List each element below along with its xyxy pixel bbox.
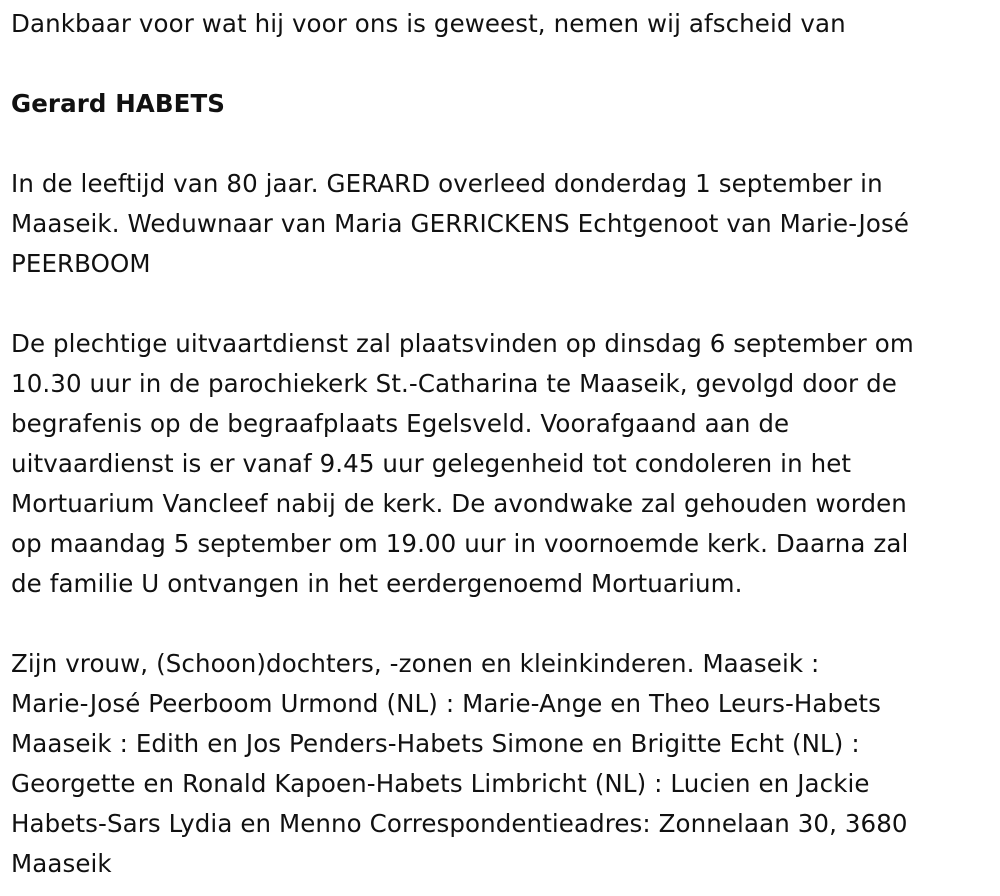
service-line: uitvaardienst is er vanaf 9.45 uur gelegenheid tot condoleren in het [11, 449, 852, 478]
family-line: Maaseik : Edith en Jos Penders-Habets Simone en Brigitte Echt (NL) : [11, 729, 860, 758]
spacer [11, 124, 991, 164]
spacer [11, 44, 991, 84]
service-line: de familie U ontvangen in het eerdergenoemd Mortuarium. [11, 569, 743, 598]
service-line: begrafenis op de begraafplaats Egelsveld. Voorafgaand aan de [11, 409, 790, 438]
obituary-notice [11, 4, 991, 884]
family-line: Georgette en Ronald Kapoen-Habets Limbricht (NL) : Lucien en Jackie [11, 769, 870, 798]
details-line: In de leeftijd van 80 jaar. GERARD overleed donderdag 1 september in [11, 169, 883, 198]
family-line: Zijn vrouw, (Schoon)dochters, -zonen en kleinkinderen. Maaseik : [11, 649, 820, 678]
family-line: Marie-José Peerboom Urmond (NL) : Marie-Ange en Theo Leurs-Habets [11, 689, 881, 718]
details-line: PEERBOOM [11, 249, 151, 278]
family-line: Maaseik [11, 849, 112, 878]
service-paragraph [11, 324, 991, 604]
family-line: Habets-Sars Lydia en Menno Correspondentieadres: Zonnelaan 30, 3680 [11, 809, 908, 838]
spacer [11, 284, 991, 324]
deceased-name: Gerard HABETS [11, 89, 226, 118]
service-line: op maandag 5 september om 19.00 uur in voornoemde kerk. Daarna zal [11, 529, 909, 558]
service-line: Mortuarium Vancleef nabij de kerk. De avondwake zal gehouden worden [11, 489, 907, 518]
details-line: Maaseik. Weduwnaar van Maria GERRICKENS Echtgenoot van Marie-José [11, 209, 909, 238]
family-paragraph [11, 644, 991, 884]
details-paragraph [11, 164, 991, 284]
spacer [11, 604, 991, 644]
service-line: 10.30 uur in de parochiekerk St.-Catharina te Maaseik, gevolgd door de [11, 369, 897, 398]
service-line: De plechtige uitvaartdienst zal plaatsvinden op dinsdag 6 september om [11, 329, 914, 358]
intro-text: Dankbaar voor wat hij voor ons is geweest, nemen wij afscheid van [11, 9, 846, 38]
